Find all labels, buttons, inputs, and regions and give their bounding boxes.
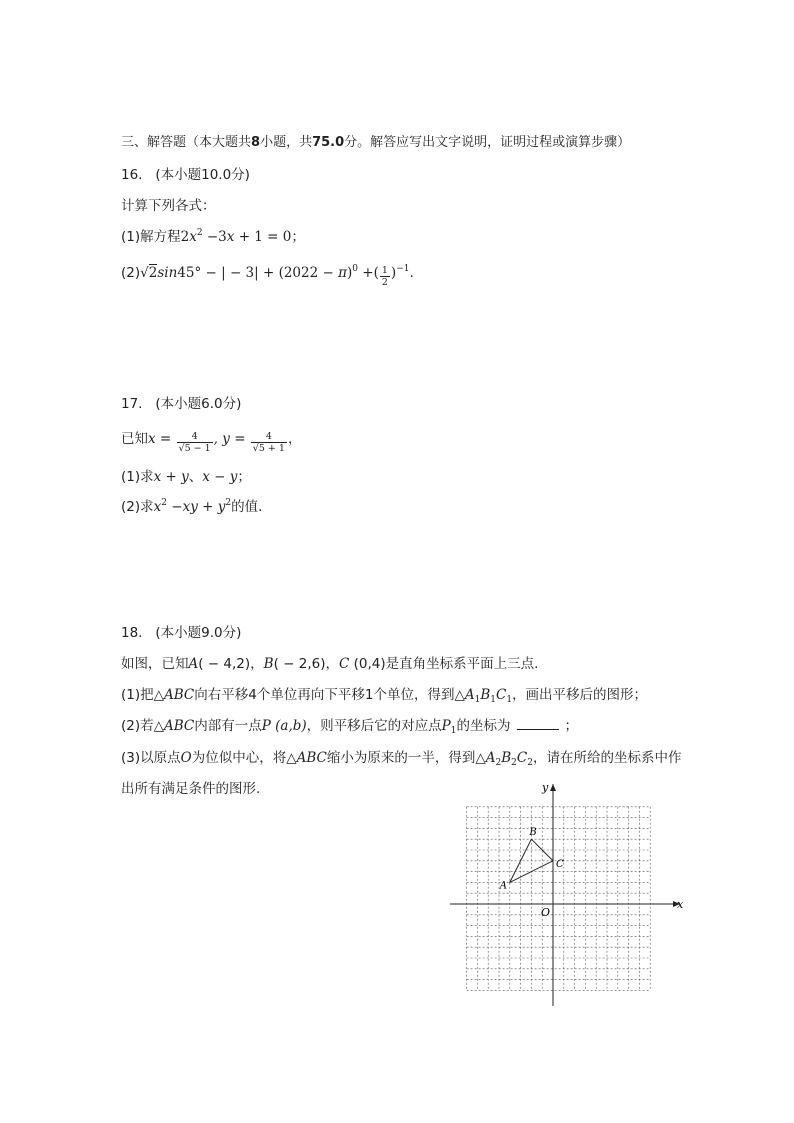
q18-title <box>121 624 241 642</box>
q16-intro: 计算下列各式： <box>121 198 216 214</box>
part-text: 内部有一点 <box>194 718 262 734</box>
part-label: (3)以原点 <box>121 750 181 766</box>
punctuation: ； <box>564 718 578 734</box>
expression: x + y <box>153 469 189 485</box>
intro-text: 已知 <box>121 431 148 447</box>
intro-text: 是直角坐标系平面上三点. <box>385 656 539 672</box>
question-score: (本小题10.0分) <box>155 167 250 183</box>
equation: $2x^2 -3x + 1 = 0$ <box>180 228 292 245</box>
part-label: (1)解方程 <box>121 229 181 245</box>
punctuation: 、 <box>188 469 203 485</box>
point-c-coords: (0,4) <box>353 656 386 672</box>
question-number: 18. <box>121 625 143 641</box>
punctuation: . <box>409 265 414 281</box>
part-label: (2)求 <box>121 499 154 515</box>
point-c-label: C <box>556 858 564 870</box>
given-values: x = $\frac{4}{√5 - 1}$ , y = $\frac{4}{√5 + 1}$ <box>148 431 285 454</box>
y-axis-arrow <box>550 784 556 791</box>
q18-part1: (1)把△ABC向右平移4个单位再向下平移1个单位，得到$\triangle A_1B_1C_1$，画出平移后的图形； <box>121 687 648 705</box>
point-b-label: B <box>529 827 537 839</box>
point-b-coords: ( − 2,6) <box>273 656 326 672</box>
punctuation: ； <box>291 229 305 245</box>
punctuation: ； <box>237 469 251 485</box>
question-count: 8 <box>251 135 261 150</box>
q17-intro <box>121 430 301 454</box>
x-axis-label: x <box>677 898 684 911</box>
q17-title <box>121 395 241 413</box>
section-header-text: 三、解答题（本大题共 <box>121 135 252 150</box>
q18-part2: (2)若△ABC内部有一点P (a,b)，则平移后它的对应点$P_1$的坐标为 ； <box>121 718 578 736</box>
total-score: 75.0 <box>312 135 345 150</box>
q18-intro: 如图，已知A( − 4,2)，B( − 2,6)，C (0,4)是直角坐标系平面上三点. <box>121 656 539 672</box>
part-text: ，画出平移后的图形； <box>512 687 648 703</box>
coordinate-figure <box>450 778 690 1010</box>
q18-part3-line2: 出所有满足条件的图形. <box>121 781 261 797</box>
part-text: ，请在所给的坐标系中作 <box>532 750 682 766</box>
dashed-grid <box>467 807 651 991</box>
punctuation: ， <box>287 431 302 447</box>
q18-part3: (3)以原点O为位似中心，将△ABC缩小为原来的一半，得到$\triangle A_2B_2C_2$，请在所给的坐标系中作 <box>121 750 682 768</box>
q16-title <box>121 166 250 184</box>
q16-part1 <box>121 228 305 246</box>
part-label: (2) <box>121 265 141 281</box>
section-header <box>121 134 630 152</box>
punctuation: 的值. <box>231 499 263 515</box>
expression: x − y <box>202 469 238 485</box>
part-text: 缩小为原来的一半，得到 <box>326 750 476 766</box>
expression: √2sin45° − | − $3| + (2022 - \pi)^0$ +( $\frac{1}{2}$ )$^{-1}$ <box>140 264 410 288</box>
origin-label: O <box>541 906 551 919</box>
question-score: (本小题9.0分) <box>155 625 242 641</box>
part-label: (2)若 <box>121 718 154 734</box>
point-a-coords: ( − 4,2) <box>198 656 251 672</box>
q16-part2 <box>121 264 414 288</box>
part-label: (1)求 <box>121 469 154 485</box>
section-header-text: 分。解答应写出文字说明，证明过程或演算步骤） <box>344 135 631 150</box>
section-header-text: 小题，共 <box>260 135 313 150</box>
q17-part1 <box>121 468 251 486</box>
intro-text: 如图，已知 <box>121 656 189 672</box>
question-number: 17. <box>121 396 143 412</box>
part-label: (1)把 <box>121 687 154 703</box>
y-axis-label: y <box>542 781 549 794</box>
part-text: ，则平移后它的对应点 <box>306 718 442 734</box>
part-text: 为位似中心，将 <box>191 750 287 766</box>
q17-part2 <box>121 498 262 516</box>
question-number: 16. <box>121 167 143 183</box>
part-text: 的坐标为 <box>456 718 511 734</box>
question-score: (本小题6.0分) <box>155 396 242 412</box>
part-text: 向右平移4个单位再向下平移1个单位，得到 <box>194 687 455 703</box>
expression: $x^2 -xy + y^2$ <box>153 498 232 515</box>
point-a-label: A <box>499 880 508 892</box>
answer-blank[interactable] <box>517 717 559 730</box>
